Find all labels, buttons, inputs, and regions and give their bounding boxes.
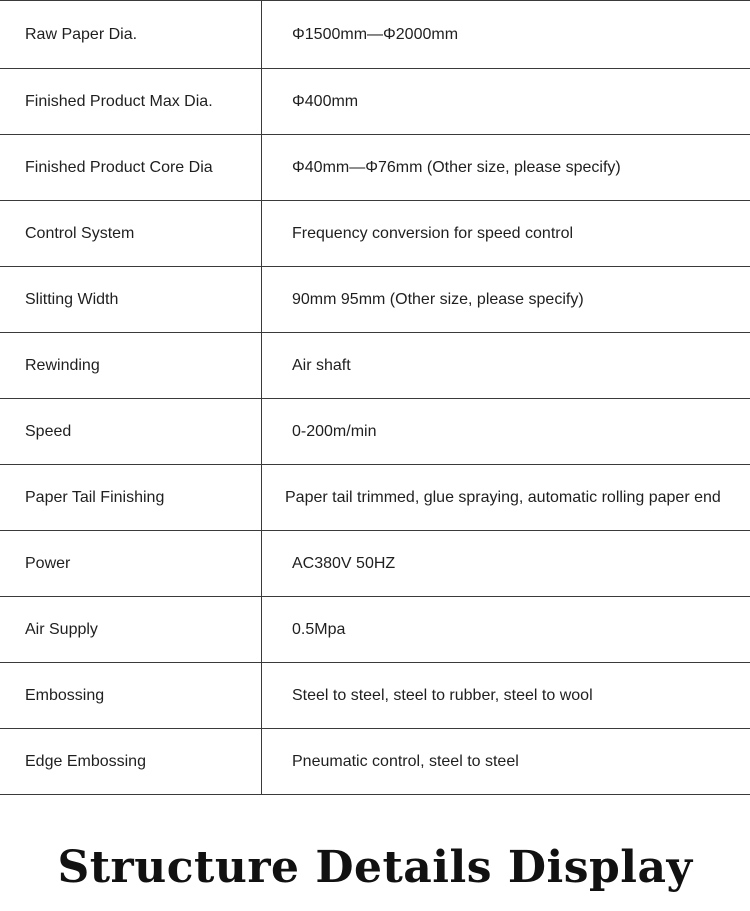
spec-label: Speed [0, 399, 262, 465]
spec-label: Finished Product Max Dia. [0, 69, 262, 135]
spec-label: Embossing [0, 663, 262, 729]
spec-label: Power [0, 531, 262, 597]
spec-value: Frequency conversion for speed control [262, 201, 750, 267]
spec-label: Edge Embossing [0, 729, 262, 795]
spec-label: Air Supply [0, 597, 262, 663]
table-row [0, 333, 750, 399]
spec-value: Φ1500mm—Φ2000mm [262, 1, 750, 69]
spec-label: Rewinding [0, 333, 262, 399]
spec-value: Φ40mm—Φ76mm (Other size, please specify) [262, 135, 750, 201]
spec-value: Φ400mm [262, 69, 750, 135]
spec-value: Pneumatic control, steel to steel [262, 729, 750, 795]
table-row [0, 135, 750, 201]
table-row [0, 729, 750, 795]
spec-value: Paper tail trimmed, glue spraying, automatic rolling paper end [262, 465, 750, 531]
spec-label: Raw Paper Dia. [0, 1, 262, 69]
table-row [0, 531, 750, 597]
spec-label: Control System [0, 201, 262, 267]
table-row [0, 267, 750, 333]
table-row [0, 399, 750, 465]
spec-value: 0.5Mpa [262, 597, 750, 663]
spec-label: Slitting Width [0, 267, 262, 333]
table-row [0, 1, 750, 69]
spec-value: 0-200m/min [262, 399, 750, 465]
spec-label: Paper Tail Finishing [0, 465, 262, 531]
section-title: Structure Details Display [57, 842, 693, 893]
spec-value: Steel to steel, steel to rubber, steel to wool [262, 663, 750, 729]
table-row [0, 69, 750, 135]
spec-value: Air shaft [262, 333, 750, 399]
table-row [0, 465, 750, 531]
spec-value: AC380V 50HZ [262, 531, 750, 597]
spec-value: 90mm 95mm (Other size, please specify) [262, 267, 750, 333]
table-row [0, 663, 750, 729]
spec-label: Finished Product Core Dia [0, 135, 262, 201]
table-row [0, 201, 750, 267]
table-row [0, 597, 750, 663]
